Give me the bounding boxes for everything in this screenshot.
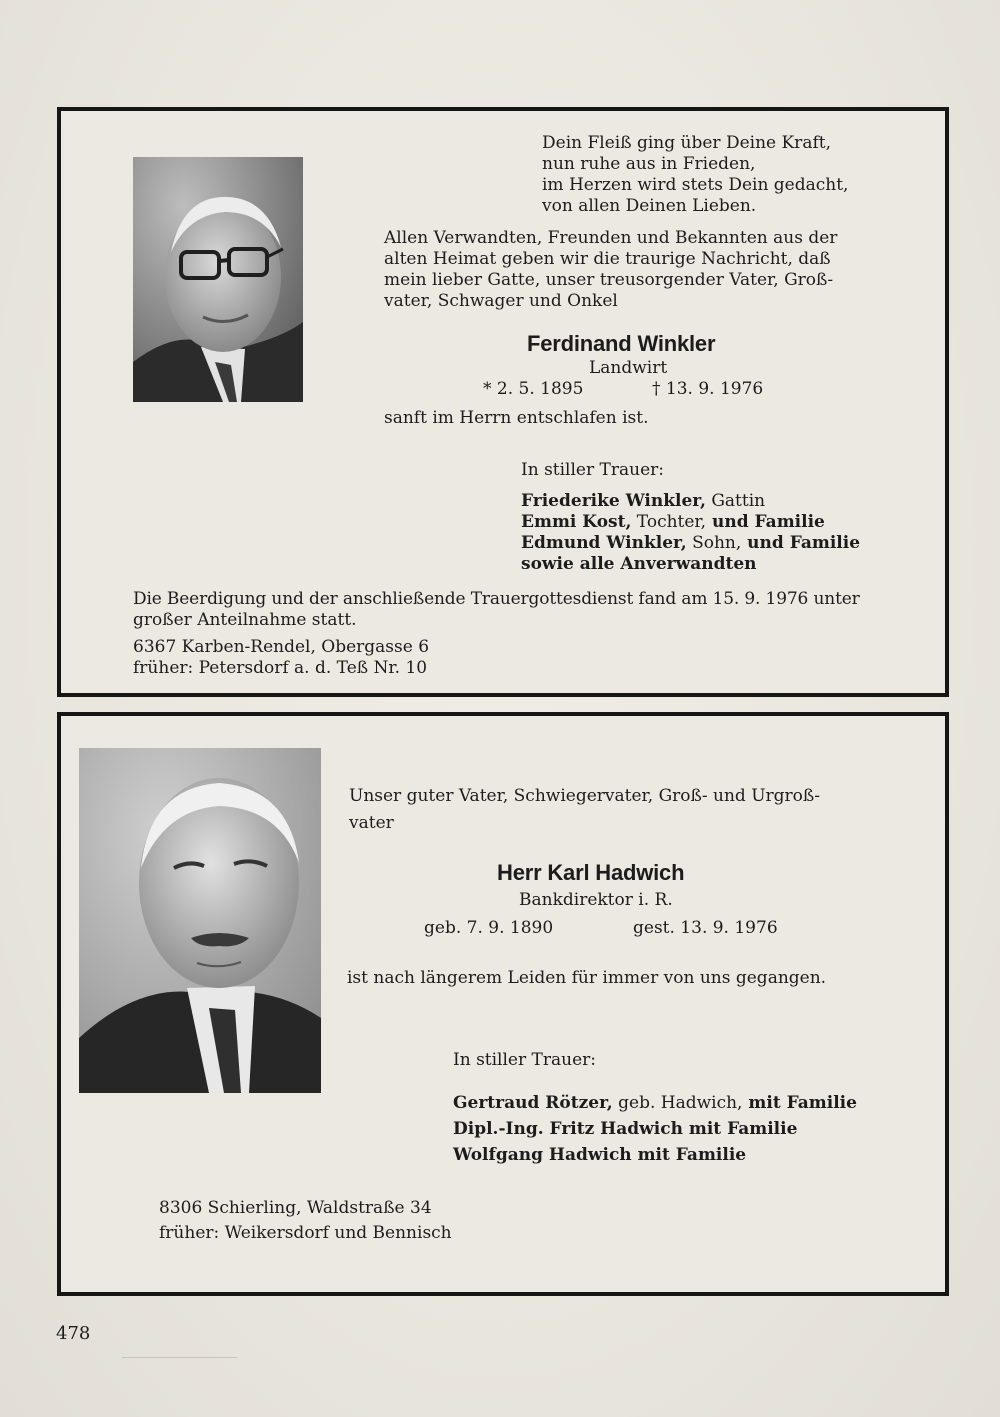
death-date: † 13. 9. 1976 (652, 379, 764, 399)
verse-line: im Herzen wird stets Dein gedacht, (542, 175, 849, 195)
intro-line: Allen Verwandten, Freunden und Bekannten aus der (384, 228, 838, 248)
address-line: früher: Weikersdorf und Bennisch (159, 1223, 452, 1243)
intro-line: mein lieber Gatte, unser treusorgender Vater, Groß- (384, 270, 834, 290)
verse-line: nun ruhe aus in Frieden, (542, 154, 756, 174)
mourner-relation: Gattin (705, 491, 766, 511)
intro-line: vater, Schwager und Onkel (384, 291, 618, 311)
mourner-name: Edmund Winkler, (521, 533, 687, 553)
mourner-suffix: mit Familie (742, 1093, 857, 1113)
mourner-suffix: und Familie (741, 533, 861, 553)
mourner-name: sowie alle Anverwandten (521, 554, 757, 574)
birth-date: * 2. 5. 1895 (483, 379, 584, 399)
print-smudge (122, 1357, 237, 1358)
mourner-relation: Sohn, (686, 533, 742, 553)
intro-line: alten Heimat geben wir die traurige Nachricht, daß (384, 249, 831, 269)
birth-date: geb. 7. 9. 1890 (424, 918, 554, 938)
mourner-name: Friederike Winkler, (521, 491, 706, 511)
mourning-heading: In stiller Trauer: (521, 460, 664, 480)
verse-line: von allen Deinen Lieben. (542, 196, 757, 216)
closing-line: sanft im Herrn entschlafen ist. (384, 408, 649, 428)
deceased-name: Ferdinand Winkler (527, 331, 716, 356)
mourner-name: Gertraud Rötzer, (453, 1093, 613, 1113)
address-line: früher: Petersdorf a. d. Teß Nr. 10 (133, 658, 428, 678)
mourner-line: Dipl.-Ing. Fritz Hadwich mit Familie (453, 1119, 798, 1139)
obituary-notice-hadwich (57, 712, 949, 1296)
mourner-relation: Tochter, (631, 512, 707, 532)
closing-line: ist nach längerem Leiden für immer von uns gegangen. (347, 968, 827, 988)
deceased-occupation: Landwirt (589, 358, 668, 378)
mourner-relation: geb. Hadwich, (612, 1093, 743, 1113)
mourning-heading: In stiller Trauer: (453, 1050, 596, 1070)
mourner-suffix: und Familie (706, 512, 825, 532)
deceased-name: Herr Karl Hadwich (497, 860, 685, 885)
mourner-line (521, 512, 825, 533)
obituary-notice-winkler (57, 107, 949, 697)
intro-line: vater (349, 813, 394, 833)
mourner-line (521, 533, 860, 554)
mourner-line: Wolfgang Hadwich mit Familie (453, 1145, 747, 1165)
mourner-line (521, 554, 757, 575)
mourner-line (521, 491, 765, 512)
address-line: 8306 Schierling, Waldstraße 34 (159, 1198, 432, 1218)
portrait-photo-hadwich (79, 748, 321, 1093)
death-date: gest. 13. 9. 1976 (633, 918, 778, 938)
verse-line: Dein Fleiß ging über Deine Kraft, (542, 133, 831, 153)
mourner-line (453, 1093, 857, 1114)
intro-line: Unser guter Vater, Schwiegervater, Groß- und Urgroß- (349, 786, 821, 806)
address-line: 6367 Karben-Rendel, Obergasse 6 (133, 637, 430, 657)
mourner-name: Emmi Kost, (521, 512, 632, 532)
page-number: 478 (56, 1323, 91, 1344)
portrait-photo-winkler (133, 157, 303, 402)
funeral-line: großer Anteilnahme statt. (133, 610, 357, 630)
funeral-line: Die Beerdigung und der anschließende Trauergottesdienst fand am 15. 9. 1976 unter (133, 589, 860, 609)
deceased-occupation: Bankdirektor i. R. (519, 890, 673, 910)
